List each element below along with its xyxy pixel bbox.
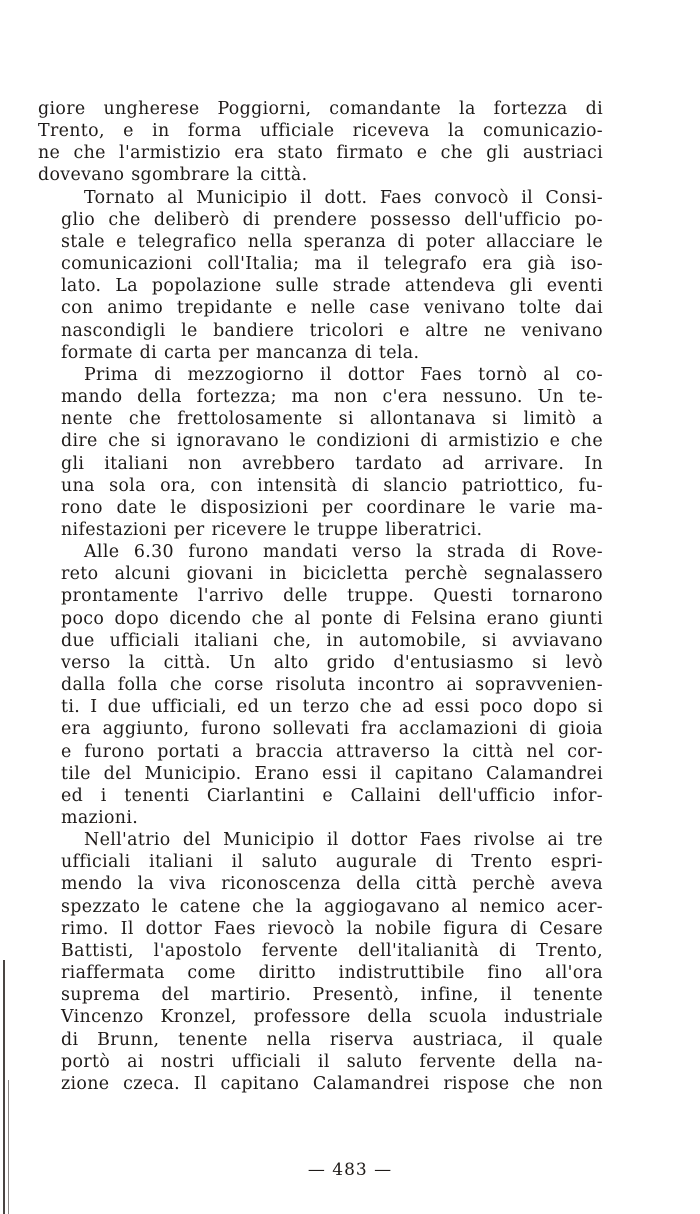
text-line: lato. La popolazione sulle strade attendeva gli eventi	[61, 276, 603, 297]
text-line: con animo trepidante e nelle case venivano tolte dai	[61, 298, 603, 319]
text-line: ne che l'armistizio era stato firmato e che gli austriaci	[38, 143, 603, 164]
text-line: prontamente l'arrivo delle truppe. Questi tornarono	[61, 586, 603, 607]
text-line: riaffermata come diritto indistruttibile fino all'ora	[61, 963, 603, 984]
text-line: e furono portati a braccia attraverso la città nel cor-	[61, 741, 603, 762]
text-line: comunicazioni coll'Italia; ma il telegrafo era già iso-	[61, 254, 603, 275]
text-line: nascondigli le bandiere tricolori e altre ne venivano	[61, 320, 603, 341]
paragraph	[38, 187, 603, 364]
text-line: mando della fortezza; ma non c'era nessuno. Un te-	[61, 387, 603, 408]
text-line: gli italiani non avrebbero tardato ad arrivare. In	[61, 453, 603, 474]
text-line: ufficiali italiani il saluto augurale di Trento espri-	[61, 852, 603, 873]
text-line: mendo la viva riconoscenza della città perchè aveva	[61, 874, 603, 895]
text-line: Prima di mezzogiorno il dottor Faes tornò al co-	[84, 364, 603, 385]
text-line: dovevano sgombrare la città.	[38, 165, 308, 186]
text-line: giore ungherese Poggiorni, comandante la fortezza di	[38, 99, 603, 119]
text-line: ed i tenenti Ciarlantini e Callaini dell'ufficio infor-	[61, 785, 603, 806]
text-line: una sola ora, con intensità di slancio patriottico, fu-	[61, 475, 603, 496]
text-line: Nell'atrio del Municipio il dottor Faes rivolse ai tre	[84, 830, 603, 851]
text-line: mazioni.	[61, 808, 139, 828]
text-line: verso la città. Un alto grido d'entusiasmo si levò	[61, 652, 603, 673]
text-line: di Brunn, tenente nella riserva austriaca, il quale	[61, 1029, 603, 1050]
text-line: stale e telegrafico nella speranza di poter allacciare le	[61, 231, 603, 252]
text-line: glio che deliberò di prendere possesso dell'ufficio po-	[61, 209, 603, 230]
text-line: poco dopo dicendo che al ponte di Felsina erano giunti	[61, 608, 603, 629]
text-line: suprema del martirio. Presentò, infine, il tenente	[61, 985, 603, 1006]
page-number: — 483 —	[307, 1160, 393, 1180]
text-line: era aggiunto, furono sollevati fra acclamazioni di gioia	[61, 719, 603, 740]
text-line: portò ai nostri ufficiali il saluto fervente della na-	[61, 1051, 603, 1072]
paragraph	[38, 829, 603, 1095]
text-line: Trento, e in forma ufficiale riceveva la comunicazio-	[38, 121, 603, 142]
paragraph	[38, 541, 603, 829]
text-line: rono date le disposizioni per coordinare le varie ma-	[61, 497, 603, 518]
text-line: reto alcuni giovani in bicicletta perchè segnalassero	[61, 564, 603, 585]
text-line: Vincenzo Kronzel, professore della scuola industriale	[61, 1007, 603, 1028]
text-line: tile del Municipio. Erano essi il capitano Calamandrei	[61, 763, 603, 784]
text-line: zione czeca. Il capitano Calamandrei rispose che non	[61, 1073, 603, 1094]
text-line: Alle 6.30 furono mandati verso la strada di Rove-	[84, 542, 603, 563]
text-line: spezzato le catene che la aggiogavano al nemico acer-	[61, 896, 603, 917]
text-line: nente che frettolosamente si allontanava si limitò a	[61, 409, 603, 430]
paragraph	[38, 98, 603, 187]
binding-edge-shadow	[8, 1080, 9, 1214]
text-line: Tornato al Municipio il dott. Faes convocò il Consi-	[84, 187, 603, 208]
text-line: nifestazioni per ricevere le truppe liberatrici.	[61, 519, 483, 540]
body-text	[38, 98, 603, 1095]
text-line: due ufficiali italiani che, in automobile, si avviavano	[61, 630, 603, 651]
paragraph	[38, 364, 603, 541]
text-line: rimo. Il dottor Faes rievocò la nobile figura di Cesare	[61, 918, 603, 939]
text-line: Battisti, l'apostolo fervente dell'italianità di Trento,	[61, 940, 603, 961]
text-line: dire che si ignoravano le condizioni di armistizio e che	[61, 431, 603, 452]
text-line: formate di carta per mancanza di tela.	[61, 342, 420, 363]
text-line: ti. I due ufficiali, ed un terzo che ad essi poco dopo si	[61, 697, 603, 718]
text-line: dalla folla che corse risoluta incontro ai sopravvenien-	[61, 675, 603, 696]
